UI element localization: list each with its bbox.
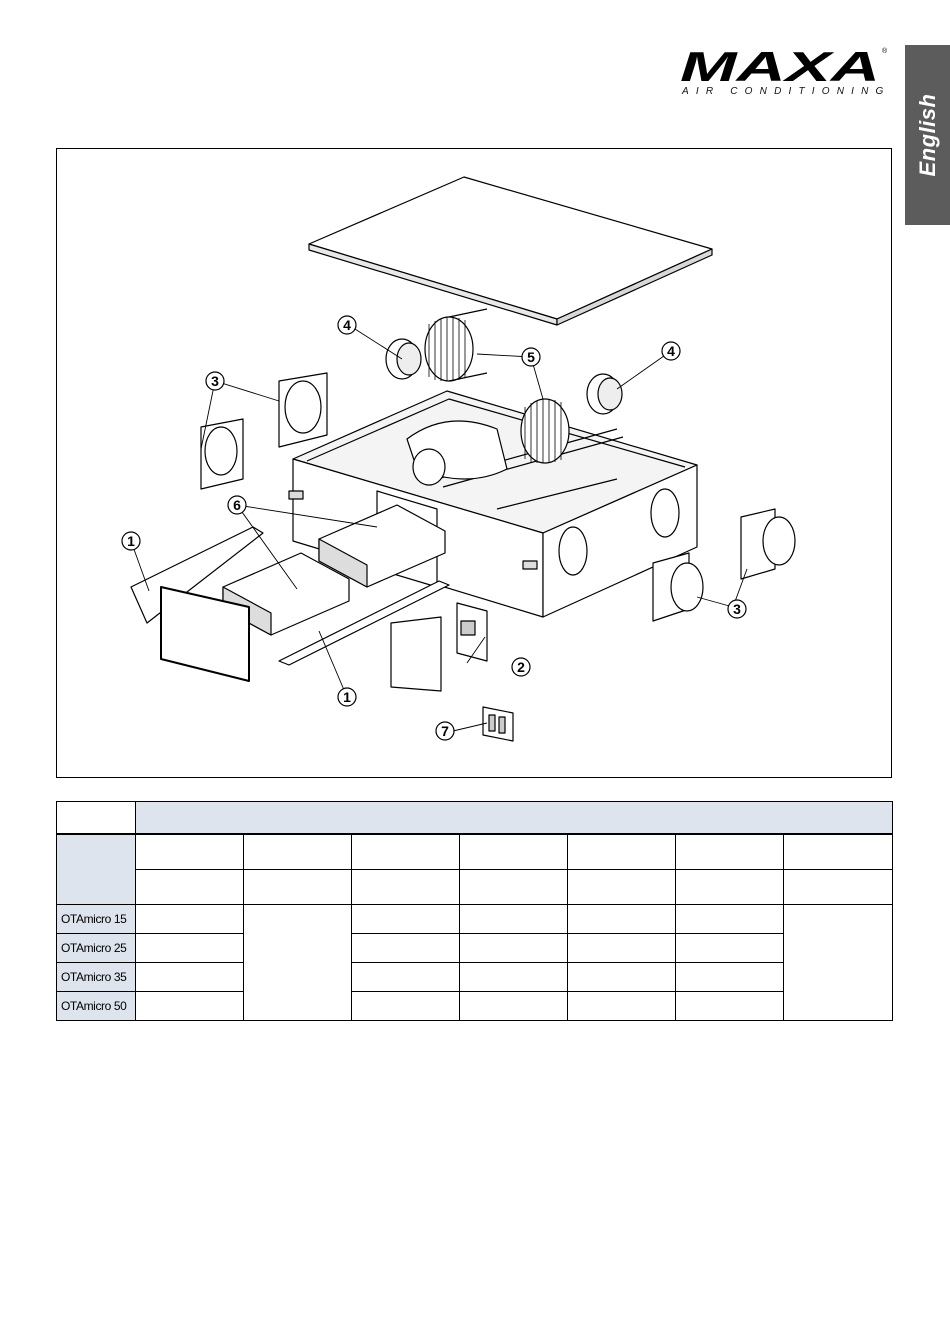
svg-text:5: 5 (527, 349, 535, 365)
callout-3a (206, 372, 224, 390)
callout-1b (338, 688, 356, 706)
switch-plate (483, 707, 513, 741)
svg-text:4: 4 (667, 343, 675, 359)
svg-text:3: 3 (211, 373, 219, 389)
corner-cell (57, 802, 136, 835)
callout-2 (512, 658, 530, 676)
model-name: OTAmicro 25 (57, 934, 136, 963)
model-name: OTAmicro 35 (57, 963, 136, 992)
table-row (57, 905, 893, 934)
table-subheader-row (57, 834, 893, 870)
callout-6 (228, 496, 246, 514)
control-box (391, 603, 487, 691)
merged-cell (244, 905, 352, 1021)
table-units-row (57, 870, 893, 905)
svg-text:3: 3 (733, 601, 741, 617)
exploded-diagram (56, 148, 892, 778)
table-header-row (57, 802, 893, 835)
svg-text:1: 1 (127, 533, 135, 549)
language-tab-label: English (914, 93, 940, 177)
housing-box (289, 391, 697, 617)
svg-text:MAXA: MAXA (680, 48, 880, 84)
callout-4b (662, 342, 680, 360)
table-row (57, 963, 893, 992)
callout-5 (522, 348, 540, 366)
table-row (57, 934, 893, 963)
language-tab[interactable] (905, 45, 950, 225)
table-row (57, 992, 893, 1021)
exploded-drawing (57, 149, 893, 779)
registered-mark: ® (882, 48, 888, 55)
model-header-cell (57, 834, 136, 905)
callout-7 (436, 722, 454, 740)
svg-text:1: 1 (343, 689, 351, 705)
svg-text:4: 4 (343, 317, 351, 333)
merged-cell (784, 905, 893, 1021)
callout-4a (338, 316, 356, 334)
spec-table (56, 801, 893, 1021)
callout-3b (728, 600, 746, 618)
top-cover-panel (309, 177, 712, 325)
callout-1a (122, 532, 140, 550)
model-name: OTAmicro 50 (57, 992, 136, 1021)
model-name: OTAmicro 15 (57, 905, 136, 934)
svg-text:2: 2 (517, 659, 525, 675)
maxa-logo-mark (680, 48, 890, 84)
svg-text:6: 6 (233, 497, 241, 513)
header-span-cell (136, 802, 893, 835)
svg-text:7: 7 (441, 723, 449, 739)
brand-tagline: AIR CONDITIONING (682, 86, 891, 97)
brand-logo (680, 48, 890, 100)
